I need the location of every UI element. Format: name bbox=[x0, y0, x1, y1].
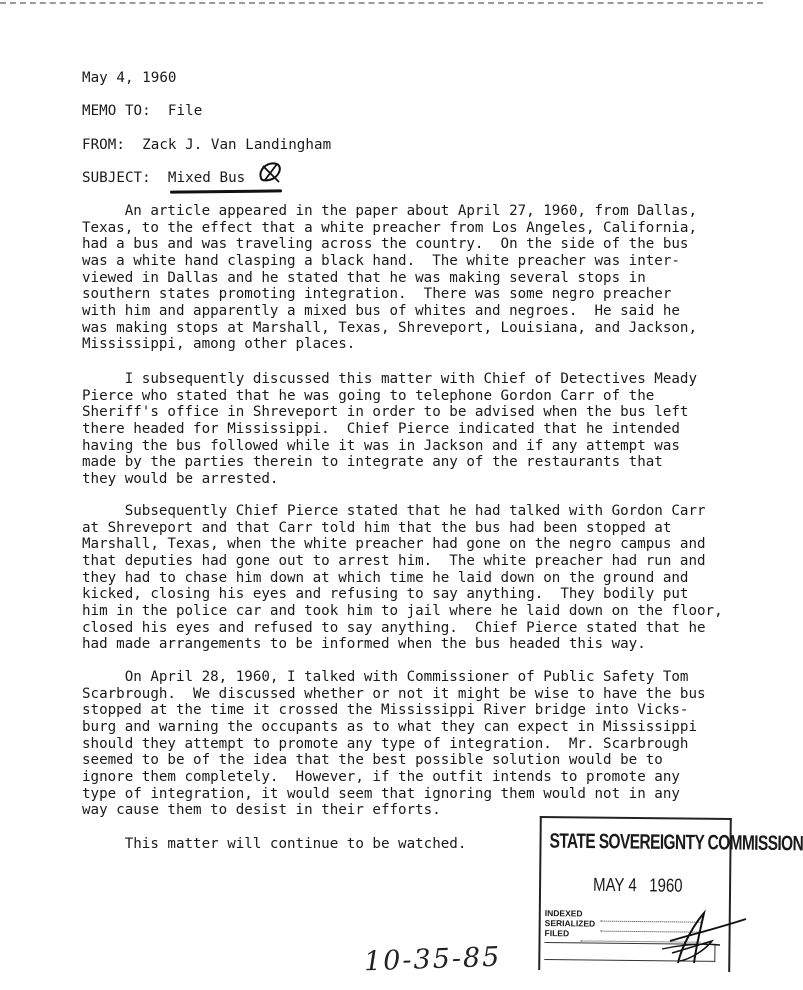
handwritten-file-number: 10-35-85 bbox=[363, 941, 502, 978]
handwritten-initials-scrawl bbox=[660, 905, 750, 967]
subject-label: SUBJECT: bbox=[82, 170, 151, 186]
stamp-field-filed: FILED bbox=[544, 928, 570, 939]
subject-line bbox=[82, 170, 245, 187]
stamp-field-serialized: SERIALIZED bbox=[544, 918, 596, 929]
paragraph-2: I subsequently discussed this matter with Chief of Detectives Meady Pierce who stated that he was going to telephone Gordon Carr of the Sheriff's office in Shreveport in order to be advised when the bus left there headed for Mississippi. Chief Pierce indicated that he intended having the bus followed while it was in Jackson and if any attempt was made by the parties therein to integrate any of the restaurants that they would be arrested. bbox=[82, 371, 697, 487]
stamp-date: MAY 4 1960 bbox=[592, 874, 683, 897]
paragraph-3: Subsequently Chief Pierce stated that he had talked with Gordon Carr at Shreveport and that Carr told him that the bus had been stopped at Marshall, Texas, when the white preacher had gone on the negro campus and that deputies had gone out to arrest him. The white preacher had run and they had to chase him down at which time he laid down on the ground and kicked, closing his eyes and refusing to say anything. They bodily put him in the police car and took him to jail where he laid down on the floor, closed his eyes and refused to say anything. Chief Pierce stated that he had made arrangements to be informed when the bus headed this way. bbox=[82, 503, 723, 653]
subject-value: Mixed Bus bbox=[167, 170, 246, 186]
paragraph-5: This matter will continue to be watched. bbox=[82, 836, 467, 852]
page-top-edge bbox=[0, 2, 763, 8]
handwritten-check-mark bbox=[255, 158, 285, 188]
paragraph-1: An article appeared in the paper about April 27, 1960, from Dallas, Texas, to the effect that a white preacher from Los Angeles, California, had a bus and was traveling across the country. On the side of the bus was a white hand clasping a black hand. The white preacher was inter- viewed in Dallas and he stated that he was making several stops in southern states promoting integration. There was some negro preacher with him and apparently a mixed bus of whites and negroes. He said he was making stops at Marshall, Texas, Shreveport, Louisiana, and Jackson, Mississippi, among other places. bbox=[82, 203, 697, 353]
stamp-title: STATE SOVEREIGNTY COMMISSION bbox=[549, 830, 803, 856]
memo-date: May 4, 1960 bbox=[82, 70, 177, 86]
subject-underline bbox=[170, 189, 282, 193]
from-line: FROM: Zack J. Van Landingham bbox=[82, 137, 332, 153]
memo-to-line: MEMO TO: File bbox=[82, 103, 203, 119]
stamp-field-indexed: INDEXED bbox=[544, 908, 583, 919]
paragraph-4: On April 28, 1960, I talked with Commissioner of Public Safety Tom Scarbrough. We discussed whether or not it might be wise to have the bus stopped at the time it crossed the Mississippi River bridge into Vicks- burg and warning the occupants as to what they can expect in Mississippi should they attempt to promote any type of integration. Mr. Scarbrough seemed to be of the idea that the best possible solution would be to ignore them completely. However, if the outfit intends to promote any type of integration, it would seem that ignoring them would not in any way cause them to desist in their efforts. bbox=[82, 669, 706, 819]
